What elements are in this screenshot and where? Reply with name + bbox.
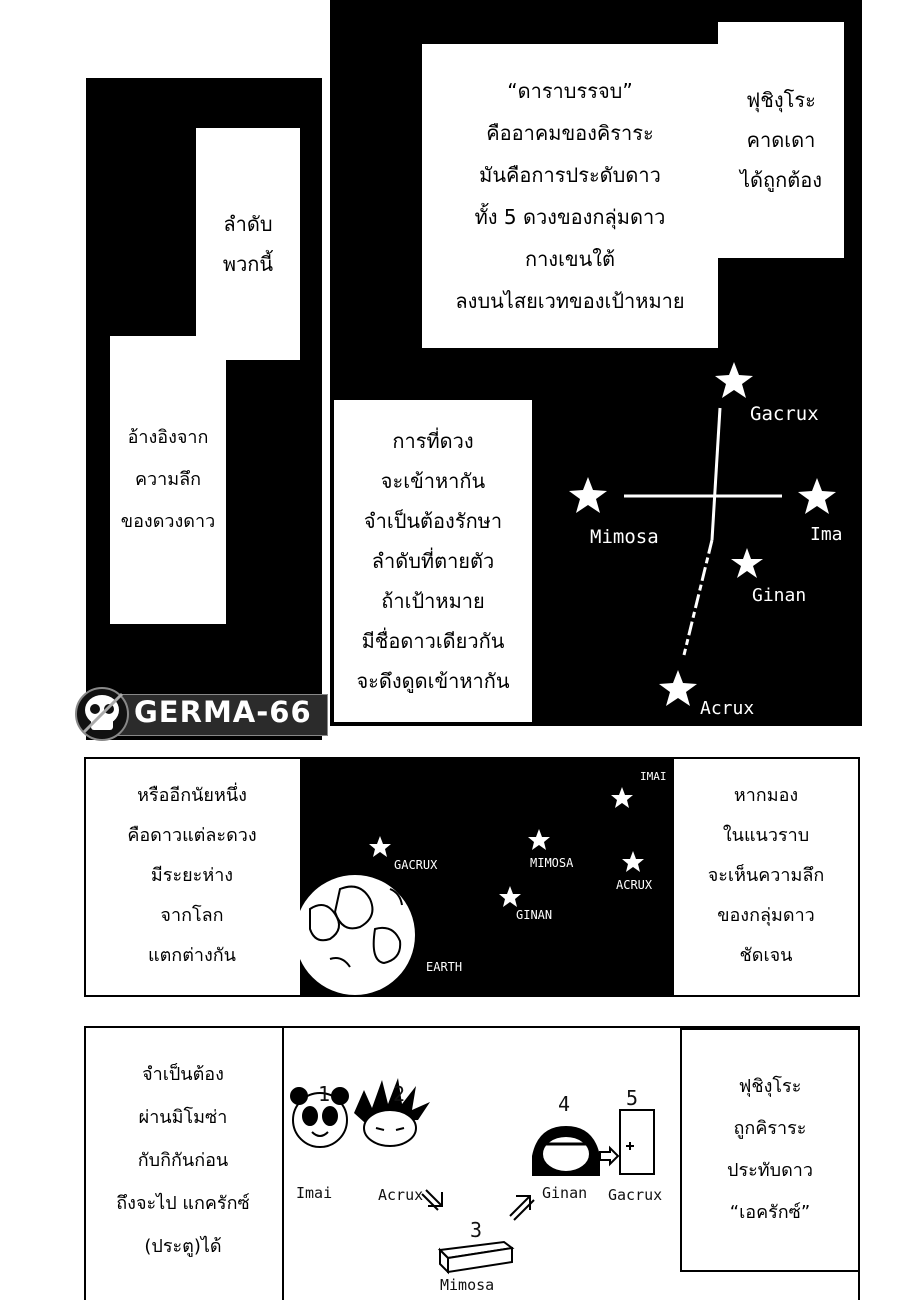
number-1: 1 [318,1082,331,1106]
label-acrux: ACRUX [616,878,653,892]
number-4: 4 [558,1092,571,1116]
label-acrux: Acrux [700,698,755,719]
label-acrux: Acrux [378,1186,424,1204]
star-mimosa [569,477,607,513]
star-acrux [622,851,644,872]
star-ginan [499,886,521,907]
caption-path-order: จำเป็นต้อง ผ่านมิโมซ่า กับกิกันก่อน ถึงจะไป แกครักซ์ (ประตู)ได้ [90,1040,276,1280]
label-mimosa: MIMOSA [530,856,574,870]
cross-line-upper [712,408,720,540]
caption-attraction-rule: การที่ดวง จะเข้าหากัน จำเป็นต้องรักษา ลำดับที่ตายตัว ถ้าเป้าหมาย มีชื่อดาวเดียวกัน จะดึงดูดเข้าหากัน [334,400,532,722]
order-diagram [284,1028,680,1300]
girl-face-icon [532,1126,600,1176]
label-earth: EARTH [426,960,463,974]
star-ginan [731,548,763,578]
earth-icon [300,875,415,995]
caption-acrux-stamped: ฟุชิงุโระ ถูกคิราระ ประทับดาว “เอครักซ์” [684,1040,856,1260]
label-imai: IMAI [640,770,667,783]
caption-fushiguro-guess: ฟุชิงุโระ คาดเดา ได้ถูกต้อง [718,22,844,258]
block-icon [440,1242,512,1272]
star-gacrux [715,362,753,398]
panel2-right-divider [672,759,674,995]
label-mimosa: Mimosa [590,526,659,548]
label-ginan: Ginan [542,1184,588,1202]
star-imai [611,787,633,808]
skull-icon [74,686,134,742]
watermark-badge [74,686,330,742]
label-ima: Ima [810,524,843,545]
star-imai [798,478,836,514]
number-5: 5 [626,1086,639,1110]
arrow-up-right-icon [510,1196,534,1220]
earth-and-stars-illustration [300,759,672,995]
label-gacrux: GACRUX [394,858,438,872]
caption-horizontal-view: หากมอง ในแนวราบ จะเห็นความลึก ของกลุ่มดาว ชัดเจน [676,762,856,990]
arrow-right-icon [600,1148,618,1164]
panel-gutter [322,0,330,740]
caption-constellation-technique: “ดาราบรรจบ” คืออาคมของคิราระ มันคือการประดับดาว ทั้ง 5 ดวงของกลุ่มดาว กางเขนใต้ ลงบนไสยเวทของเป้าหมาย [422,44,718,348]
spiky-hair-icon [354,1078,430,1146]
arrow-down-right-icon [422,1190,442,1210]
label-imai: Imai [296,1184,333,1202]
number-2: 2 [393,1082,406,1106]
star-acrux [659,670,697,706]
star-gacrux [369,836,391,857]
number-3: 3 [470,1218,483,1242]
label-mimosa: Mimosa [440,1276,495,1294]
label-ginan: GINAN [516,908,553,922]
watermark-text: GERMA-66 [134,695,312,729]
star-mimosa [528,829,550,850]
cross-line-lower [684,540,712,655]
label-ginan: Ginan [752,585,807,606]
door-icon [620,1110,654,1174]
caption-distance-from-earth: หรืออีกนัยหนึ่ง คือดาวแต่ละดวง มีระยะห่าง จากโลก แตกต่างกัน [88,762,296,990]
caption-order: ลำดับ พวกนี้ [196,128,300,360]
caption-depth-reference: อ้างอิงจาก ความลึก ของดวงดาว [110,336,226,624]
label-gacrux: Gacrux [750,403,819,425]
label-gacrux: Gacrux [608,1186,663,1204]
